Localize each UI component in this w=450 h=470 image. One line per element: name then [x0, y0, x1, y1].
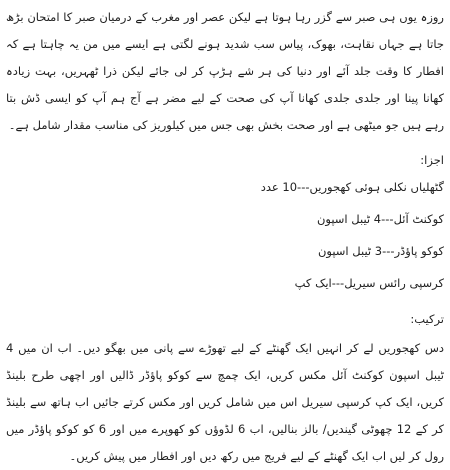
- ingredient-item: کرسپی رائس سیریل---ایک کپ: [294, 276, 444, 290]
- ingredient-item: کوکو پاؤڈر---3 ٹیبل اسپون: [317, 244, 444, 258]
- ingredient-item: کوکنٹ آئل---4 ٹیبل اسپون: [316, 212, 444, 226]
- ingredients-heading: اجزا:: [420, 153, 444, 167]
- ingredient-item: گٹھلیاں نکلی ہوئی کھجوریں---10 عدد: [260, 180, 444, 194]
- method-paragraph: دس کھجوریں لے کر انہیں ایک گھنٹے کے لیے تھوڑے سے پانی میں بھگو دیں۔ اب ان میں 4 ٹیبل اسپون کوکنٹ آئل مکس کریں، ایک چمچ سے کوکو پاؤڈر ڈالیں اور اچھی طرح بلینڈ کریں، ایک کپ کرسپی سیریل اس میں شامل کریں اور مکس کرتے جائیں اب ہاتھ سے بلینڈ کر کے 12 چھوٹی گیندیں/ بالز بنالیں، اب 6 لڈوؤں کو کھوپرے میں اور 6 کو کوکو پاؤڈر میں رول کر لیں اب ایک گھنٹے کے لیے فریج میں رکھ دیں اور افطار میں پیش کریں۔: [6, 341, 444, 463]
- intro-paragraph: روزہ یوں ہی صبر سے گزر رہا ہوتا ہے لیکن عصر اور مغرب کے درمیان صبر کا امتحان بڑھ جاتا ہے جہاں نقاہت، بھوک، پیاس سب شدید ہونے لگتی ہے ایسے میں من یہ چاہتا ہے کہ افطار کا وقت جلد آئے اور دنیا کی ہر شے ہڑپ کر لی جائے لیکن ذرا ٹھہریں، بہت زیادہ کھانا پینا اور جلدی جلدی کھانا آپ کی صحت کے لیے مضر ہے آج ہم آپ کو ایسی ڈش بتا رہے ہیں جو میٹھی ہے اور صحت بخش بھی جس میں کیلوریز کی مناسب مقدار شامل ہے۔: [6, 10, 444, 132]
- method-heading: ترکیب:: [410, 312, 444, 326]
- ingredients-list: [6, 176, 444, 294]
